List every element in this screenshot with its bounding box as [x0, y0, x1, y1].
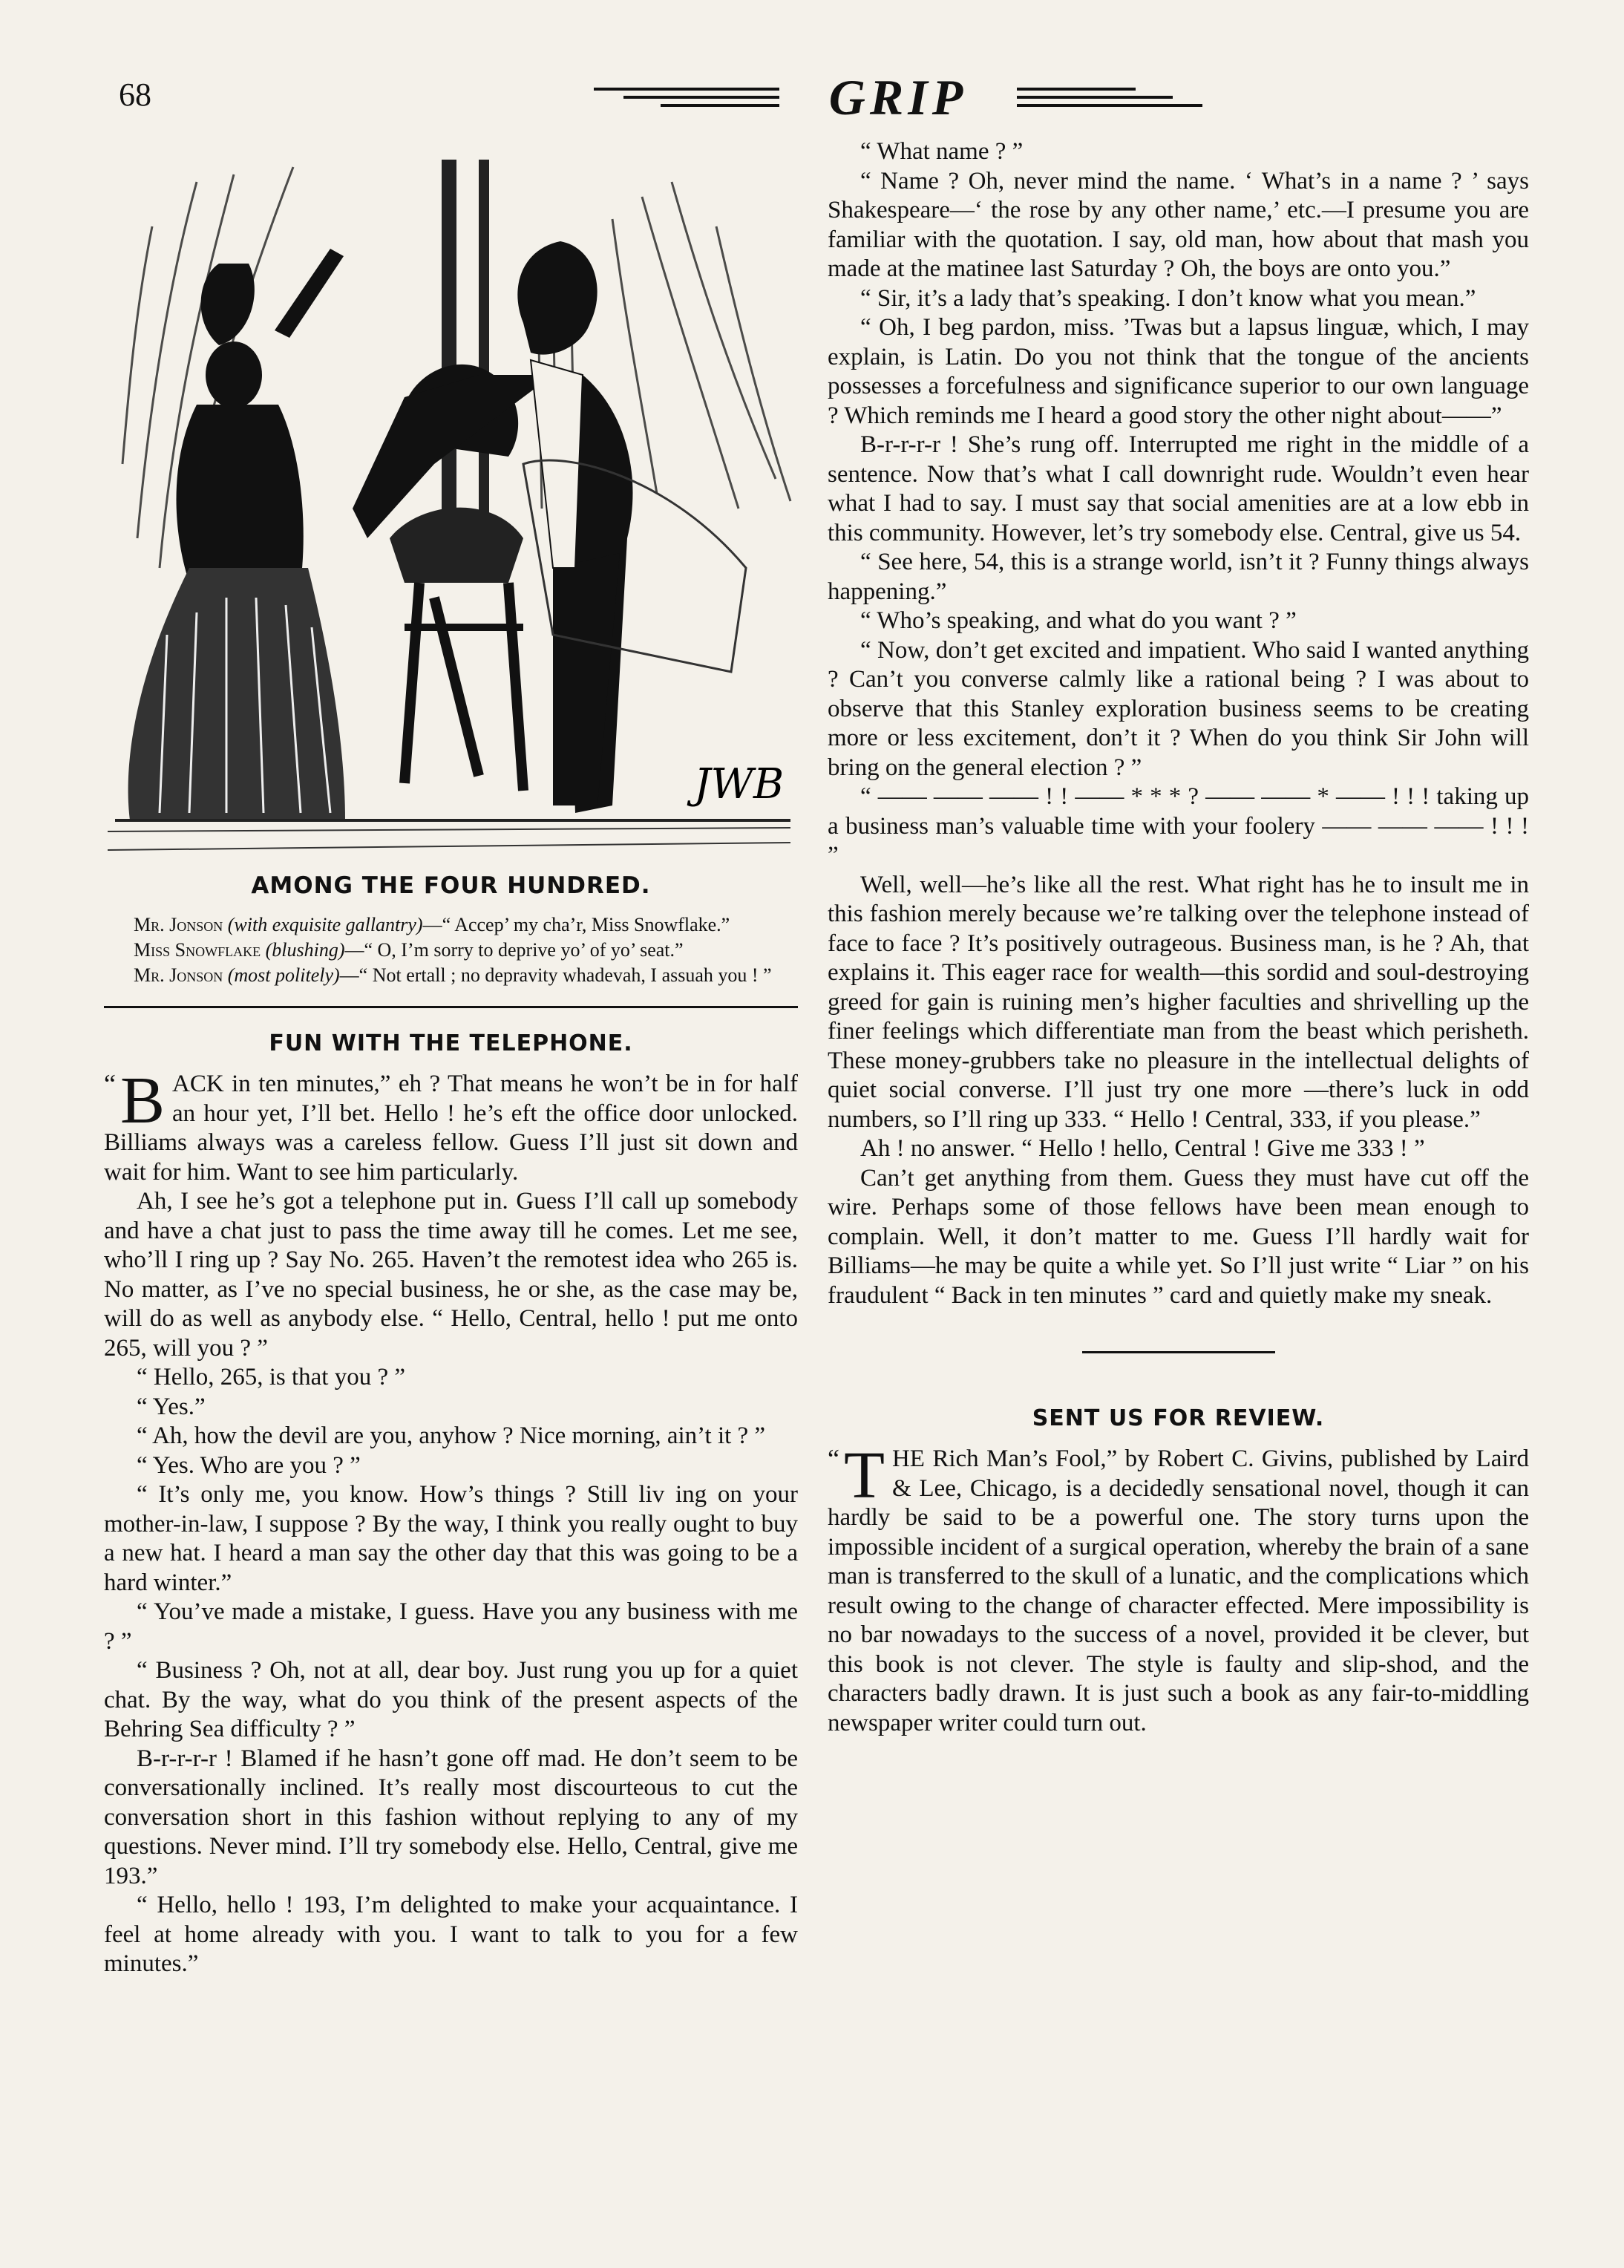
article-paragraph: “ Ah, how the devil are you, anyhow ? Nice morning, ain’t it ? ”	[137, 1422, 766, 1449]
article-paragraph: “ B ACK in ten minutes,” eh ? That means he won’t be in for half an hour yet, I’ll bet. Hello ! he’s eft the office door unlocked. Billiams always was a careless fellow. Guess I’ll just sit down and wait for him. Want to see him particularly.	[104, 1064, 798, 1186]
article-paragraph: Ah ! no answer. “ Hello ! hello, Central ! Give me 333 ! ”	[860, 1135, 1425, 1162]
review-paragraph: “ T HE Rich Man’s Fool,” by Robert C. Givins, published by Laird & Lee, Chicago, is a decidedly sensational novel, though it can hardly be said to be a powerful one. The story turns upon the impossible incident of a surgical operation, whereby the brain of a sane man is transferred to the skull of a lunatic, and the complications which result owing to the change of character effected. Mere impossibility is no bar nowadays to the success of a novel, provided it be clever, but this book is not clever. The style is faulty and slip-shod, and the characters badly drawn. It is just such a book as any fair-to-middling newspaper writer could turn out.	[828, 1439, 1529, 1736]
section-divider	[1082, 1351, 1275, 1353]
caption-line: Miss Snowflake (blushing)—“ O, I’m sorry to deprive yo’ of yo’ seat.”	[134, 939, 684, 961]
drop-cap: B	[119, 1064, 166, 1137]
cartoon-illustration	[108, 152, 798, 865]
masthead-ornament-left	[579, 88, 779, 117]
article-paragraph: Well, well—he’s like all the rest. What right has he to insult me in this fashion merely because we’re talking over the telephone instead of face to face ? It’s positively outrageous. Business man, is he ? Ah, that explains it. This eager race for wealth—this sordid and soul-destroying greed for gain is ruining men’s higher faculties and shrivelling up the finer feelings which differentiate man from the beast which perisheth. These money-grubbers take no pleasure in the intellectual delights of quiet social converse. I’ll just try one more —there’s luck in odd numbers, so I’ll ring up 333. “ Hello ! Central, 333, if you please.”	[828, 871, 1529, 1133]
article-paragraph: Ah, I see he’s got a telephone put in. Guess I’ll call up somebody and have a chat just to pass the time away till he comes. Let me see, who’ll I ring up ? Say No. 265. Haven’t the remotest idea who 265 is. No matter, as I’ve no special business, he or she, as the case may be, will do as well as anybody else. “ Hello, Central, hello ! put me onto 265, will you ? ”	[104, 1188, 798, 1362]
article-paragraph: “ Yes.”	[137, 1393, 206, 1420]
article-paragraph: “ You’ve made a mistake, I guess. Have you any business with me ? ”	[104, 1598, 798, 1655]
masthead-ornament-right	[1017, 88, 1217, 117]
artist-signature: JWB	[694, 760, 785, 808]
masthead-title: GRIP	[828, 69, 968, 125]
article-paragraph: “ Oh, I beg pardon, miss. ’Twas but a lapsus linguæ, which, I may explain, is Latin. Do you not think that the tongue of the ancients possesses a forcefulness and significance superior to our own language ? Which reminds me I heard a good story the other night about——”	[828, 314, 1529, 429]
article-paragraph: B-r-r-r-r ! Blamed if he hasn’t gone off mad. He don’t seem to be conversationally inclined. It’s really most discourteous to cut the conversation short in this fashion without replying to any of my questions. Never mind. I’ll try somebody else. Hello, Central, give me 193.”	[104, 1745, 798, 1889]
article-paragraph: “ Business ? Oh, not at all, dear boy. Just rung you up for a quiet chat. By the way, what do you think of the present aspects of the Behring Sea difficulty ? ”	[104, 1657, 798, 1742]
left-column	[104, 872, 798, 1979]
caption-title: AMONG THE FOUR HUNDRED.	[251, 872, 651, 899]
section-divider	[104, 1006, 798, 1008]
page-number: 68	[119, 76, 151, 113]
drop-cap: T	[843, 1439, 885, 1512]
article-paragraph: “ Hello, 265, is that you ? ”	[137, 1364, 406, 1390]
article-paragraph: “ Who’s speaking, and what do you want ? ”	[860, 607, 1297, 634]
article-paragraph: “ Hello, hello ! 193, I’m delighted to make your acquaintance. I feel at home already with you. I want to talk to you for a few minutes.”	[104, 1892, 798, 1977]
cartoon-drawing	[108, 152, 798, 865]
caption-line: Mr. Jonson (with exquisite gallantry)—“ Accep’ my cha’r, Miss Snowflake.”	[134, 914, 730, 935]
article-paragraph: “ See here, 54, this is a strange world, isn’t it ? Funny things always happening.”	[828, 549, 1529, 605]
article-paragraph: “ Yes. Who are you ? ”	[137, 1451, 361, 1479]
review-title: SENT US FOR REVIEW.	[1032, 1405, 1325, 1431]
article-paragraph: “ It’s only me, you know. How’s things ? Still liv ing on your mother-in-law, I suppose ? By the way, I think you really ought to buy a new hat. I heard a man say the other day that this was going to be a hard winter.”	[104, 1481, 798, 1596]
article-paragraph: “ Name ? Oh, never mind the name. ‘ What’s in a name ? ’ says Shakespeare—‘ the rose by any other name,’ etc.—I presume you are familiar with the quotation. I say, old man, how about that mash you made at the matinee last Saturday ? Oh, the boys are onto you.”	[828, 167, 1529, 282]
article-paragraph: “ Now, don’t get excited and impatient. Who said I wanted anything ? Can’t you converse calmly like a rational being ? I was about to observe that this Stanley exploration business seems to be creating more or less excitement, don’t it ? When do you think Sir John will bring on the general election ? ”	[828, 636, 1529, 781]
article-paragraph: “ —— —— —— ! ! —— * * * ? —— —— * —— ! ! ! taking up a business man’s valuable time with your foolery —— —— —— ! ! ! ”	[828, 783, 1529, 869]
right-column	[828, 137, 1529, 1738]
article-title: FUN WITH THE TELEPHONE.	[269, 1030, 633, 1056]
article-paragraph: “ Sir, it’s a lady that’s speaking. I don’t know what you mean.”	[860, 284, 1476, 312]
article-paragraph: B-r-r-r-r ! She’s rung off. Interrupted me right in the middle of a sentence. Now that’s what I call downright rude. Wouldn’t even hear what I had to say. I must say that social amenities are at a low ebb in this community. However, let’s try somebody else. Central, give us 54.	[828, 431, 1529, 546]
article-paragraph: Can’t get anything from them. Guess they must have cut off the wire. Perhaps some of those fellows have been mean enough to complain. Well, it don’t matter to me. Guess I’ll hardly wait for Billiams—he may be quite a while yet. So I’ll just write “ Liar ” on his fraudulent “ Back in ten minutes ” card and quietly make my sneak.	[828, 1164, 1529, 1309]
caption-line: Mr. Jonson (most politely)—“ Not ertall ; no depravity whadevah, I assuah you ! ”	[134, 964, 772, 986]
article-paragraph: “ What name ? ”	[860, 138, 1024, 165]
masthead	[579, 68, 1217, 135]
page-header	[104, 68, 1522, 135]
